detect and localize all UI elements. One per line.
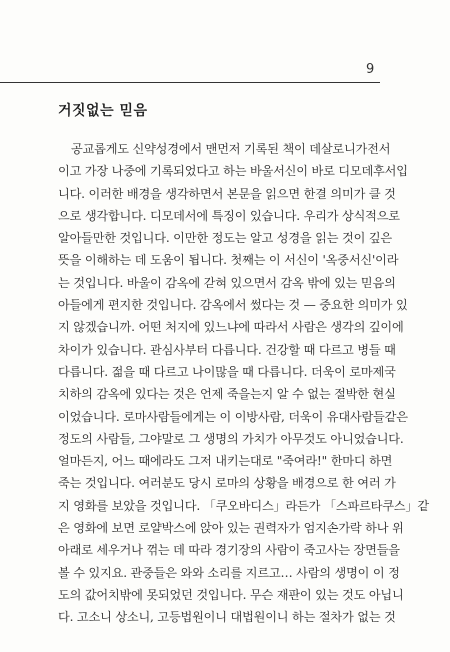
text-line: 정도의 사람들, 그야말로 그 생명의 가치가 아무것도 아니었습니다. (58, 431, 404, 446)
text-line: 지 않겠습니까. 어떤 처지에 있느냐에 따라서 사람은 생각의 깊이에 (58, 320, 404, 335)
text-line: 으로 생각합니다. 디모데서에 특징이 있습니다. 우리가 상식적으로 (58, 208, 400, 223)
text-line: 다. 고소니 상소니, 고등법원이니 대법원이니 하는 절차가 없는 것 (58, 610, 396, 625)
text-line: 은 영화에 보면 로얄박스에 앉아 있는 권력자가 엄지손가락 하나 위 (58, 521, 404, 536)
text-line: 얼마든지, 어느 때에라도 그저 내키는대로 "죽여라!" 한마디 하면 (58, 454, 393, 469)
body-text (58, 138, 429, 629)
page-number: 9 (366, 62, 375, 77)
text-line: 죽는 것입니다. 여러분도 당시 로마의 상황을 배경으로 한 여러 가 (58, 476, 396, 491)
section-title: 거짓없는 믿음 (58, 103, 148, 119)
text-line: 이었습니다. 로마사람들에게는 이 이방사람, 더욱이 유대사람들같은 (58, 409, 408, 424)
text-line: 이고 가장 나중에 기록되었다고 하는 바울서신이 바로 디모데후서입 (58, 164, 408, 179)
text-line: 도의 값어치밖에 못되었던 것입니다. 무슨 재판이 있는 것도 아닙니 (58, 587, 404, 602)
text-line: 볼 수 있지요. 관중들은 와와 소리를 지르고… 사람의 생명이 이 정 (58, 565, 400, 580)
text-line: 공교롭게도 신약성경에서 맨먼저 기록된 책이 데살로니가전서 (71, 142, 391, 156)
text-line: 알아들만한 것입니다. 이만한 정도는 알고 성경을 읽는 것이 깊은 (58, 231, 392, 246)
text-line: 지 영화를 보았을 것입니다. 「쿠오바디스」라든가 「스파르타쿠스」같 (58, 498, 429, 513)
header-rule (0, 82, 380, 83)
text-line: 니다. 이러한 배경을 생각하면서 본문을 읽으면 한결 의미가 클 것 (58, 186, 396, 201)
text-line: 는 것입니다. 바울이 감옥에 갇혀 있으면서 감옥 밖에 있는 믿음의 (58, 275, 396, 290)
text-line: 아들에게 편지한 것입니다. 감옥에서 썼다는 것 — 중요한 의미가 있 (58, 298, 408, 313)
text-line: 차이가 있습니다. 관심사부터 다릅니다. 건강할 때 다르고 병들 때 (58, 342, 396, 357)
text-line: 치하의 감옥에 있다는 것은 언제 죽을는지 알 수 없는 절박한 현실 (58, 387, 396, 402)
text-line: 뜻을 이해하는 데 도움이 됩니다. 첫째는 이 서신이 '옥중서신'이라 (58, 253, 399, 268)
text-line: 다릅니다. 젊을 때 다르고 나이많을 때 다릅니다. 더욱이 로마제국 (58, 364, 396, 379)
text-line: 아래로 세우거나 꺾는 데 따라 경기장의 사람이 죽고사는 장면들을 (58, 543, 400, 558)
